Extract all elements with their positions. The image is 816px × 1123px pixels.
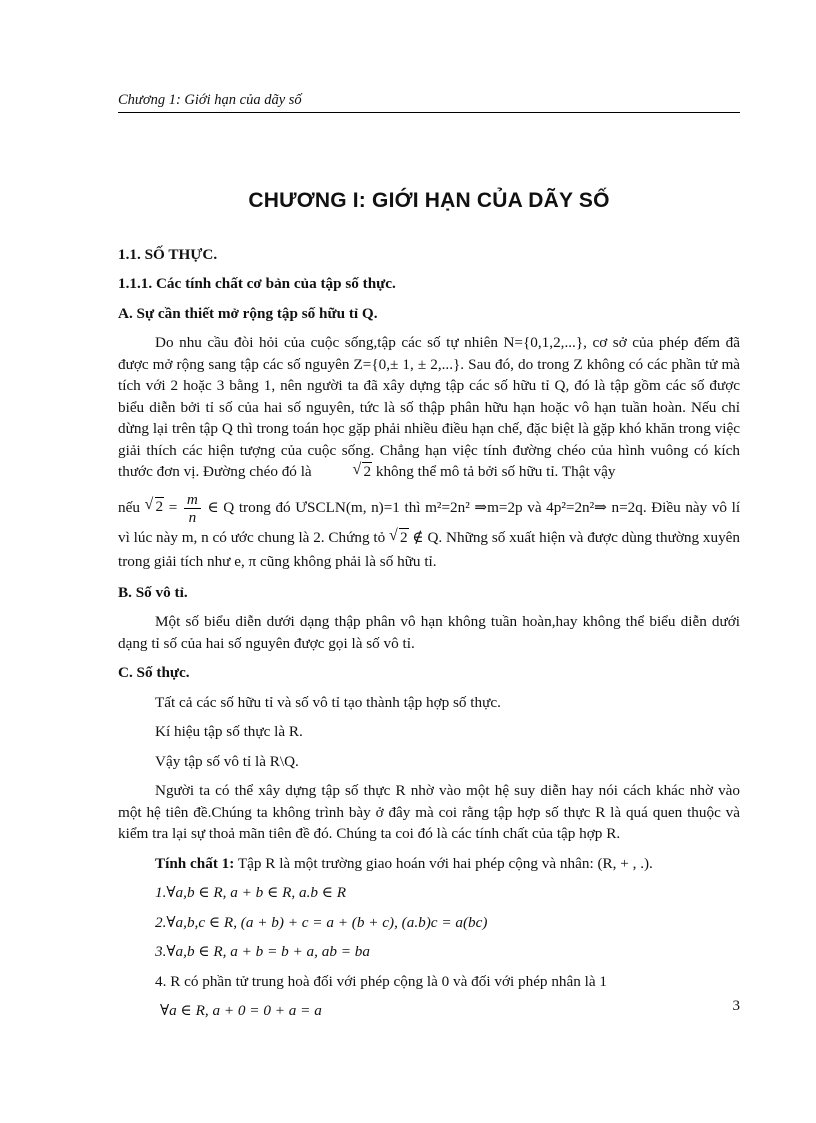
formula-4: 4. R có phần tử trung hoà đối với phép cộng là 0 và đối với phép nhân là 1: [155, 972, 607, 990]
page-content: [118, 190, 740, 1030]
section-heading-c: C. Số thực.: [118, 664, 190, 681]
paragraph-c1: Tất cả các số hữu tỉ và số vô tỉ tạo thành tập hợp số thực.: [155, 693, 501, 711]
formula-3: 3.∀a,b ∈ R, a + b = b + a, ab = ba: [155, 943, 370, 960]
section-heading-1-1-1: 1.1.1. Các tính chất cơ bản của tập số thực.: [118, 275, 396, 292]
paragraph-c3: Vậy tập số vô tỉ là R\Q.: [155, 752, 299, 770]
property-text: Tập R là một trường giao hoán với hai phép cộng và nhân: (R, + , .).: [237, 854, 653, 872]
formula-1: 1.∀a,b ∈ R, a + b ∈ R, a.b ∈ R: [155, 884, 347, 901]
paragraph-c2: Kí hiệu tập số thực là R.: [155, 723, 303, 740]
paragraph-a-proof: nếu √ 2 = $\frac{m}{n}$ ∈ Q trong đó ƯSCLN(m, n)=1 thì m²=2n² ⇒m=2p và 4p²=2n²⇒ n=2q. Điều này vô lí vì lúc này m, n có ước chung là 2. Chứng tỏ √ 2 ∉ Q. Những số xuất hiện và được dùng thường xuyên trong giải tích như e, π cũng không phải là số hữu tỉ.: [118, 490, 741, 570]
chapter-title: CHƯƠNG I: GIỚI HẠN CỦA DÃY SỐ: [248, 189, 610, 212]
section-heading-a: A. Sự cần thiết mở rộng tập số hữu tỉ Q.: [118, 304, 378, 322]
paragraph-b: Một số biểu diễn dưới dạng thập phân vô hạn không tuần hoàn,hay không thể biểu diễn dưới dạng tỉ số của hai số nguyên được gọi là số vô tỉ.: [118, 613, 740, 652]
property-1: [118, 853, 740, 875]
section-heading-1-1: 1.1. SỐ THỰC.: [118, 245, 218, 263]
paragraph-a-text-cont: không thể mô tả bởi số hữu tỉ. Thật vậy: [375, 463, 616, 480]
property-label: Tính chất 1:: [155, 854, 235, 872]
page-number: 3: [732, 998, 740, 1014]
formula-2: 2.∀a,b,c ∈ R, (a + b) + c = a + (b + c), (a.b)c = a(bc): [155, 913, 488, 931]
section-heading-b: B. Số vô tỉ.: [118, 583, 188, 601]
fraction-m-over-n: $\frac{m}{n}$: [184, 491, 201, 526]
paragraph-a: [118, 332, 740, 483]
sqrt-2-formula: √ 2: [352, 461, 372, 480]
sqrt-2-formula: √ 2: [144, 496, 164, 516]
sqrt-2-formula: √ 2: [389, 526, 408, 546]
formula-5: ∀a ∈ R, a + 0 = 0 + a = a: [160, 1002, 322, 1019]
running-header: Chương 1: Giới hạn của dãy số: [118, 92, 740, 113]
paragraph-c4: Người ta có thể xây dựng tập số thực R nhờ vào một hệ suy diễn hay nói cách khác nhờ vào một hệ tiên đề.Chúng ta không trình bày ở đây mà coi rằng tập hợp số thực R là quá quen thuộc và kiểm tra lại sự thoả mãn tiên đề đó. Chúng ta coi đó là các tính chất của tập hợp R.: [118, 782, 740, 842]
paragraph-a-text: Do nhu cầu đòi hỏi của cuộc sống,tập các số tự nhiên N={0,1,2,...}, cơ sở của phép đếm đã được mở rộng sang tập các số nguyên Z={0,± 1, ± 2,...}. Sau đó, do trong Z không có các phần tử mà tích với 2 hoặc 3 bằng 1, nên người ta đã xây dựng tập các số hữu tỉ Q, đó là tập gồm các số được biểu diễn bởi tỉ số của hai số nguyên, tức là số thập phân hữu hạn hoặc vô hạn tuần hoàn. Nếu chỉ dừng lại trên tập Q thì trong toán học gặp phải nhiều điều hạn chế, đặc biệt là gặp khó khăn trong việc giải thích các hiện tượng của cuộc sống. Chẳng hạn việc tính đường chéo của hình vuông có kích thước đơn vị. Đường chéo đó là: [118, 334, 740, 480]
